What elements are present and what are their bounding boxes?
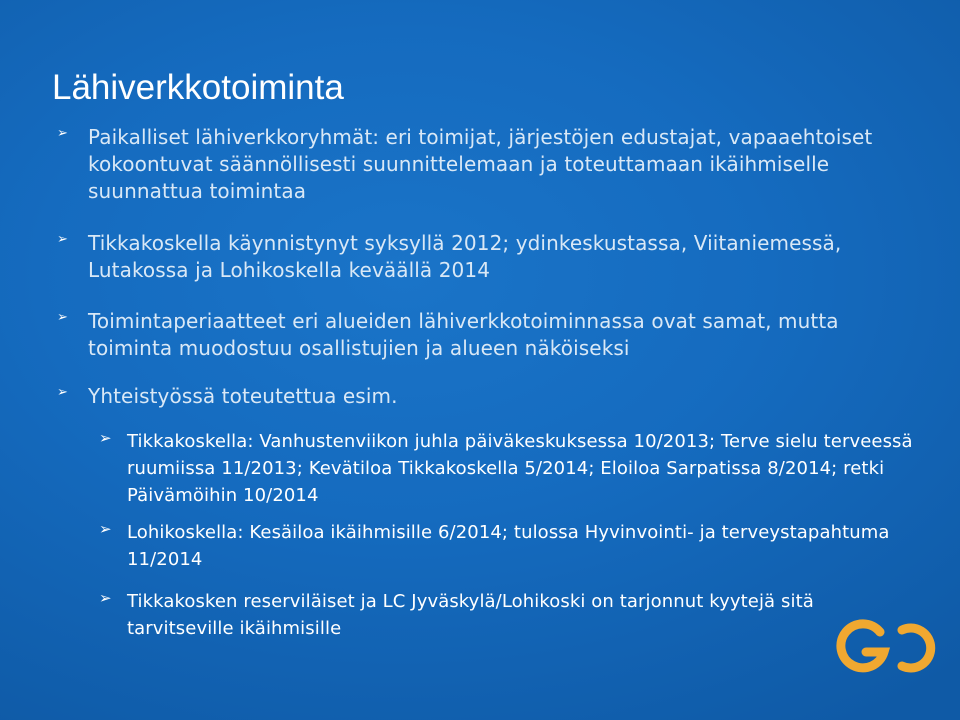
slide-title: Lähiverkkotoiminta <box>52 68 344 107</box>
sub-bullet-item <box>99 588 917 642</box>
arrow-bullet-icon: ➢ <box>57 126 68 141</box>
arrow-bullet-icon: ➢ <box>99 520 112 538</box>
bullet-text: Tikkakoskella käynnistynyt syksyllä 2012; ydinkeskustassa, Viitaniemessä, Lutakossa ja Lohikoskella keväällä 2014 <box>88 231 842 282</box>
sub-bullet-text: Lohikoskella: Kesäiloa ikäihmisille 6/2014; tulossa Hyvinvointi- ja terveystapahtuma 11/2014 <box>127 522 890 570</box>
bullet-item <box>57 383 888 410</box>
arrow-bullet-icon: ➢ <box>99 589 112 607</box>
sub-bullet-item <box>99 519 917 573</box>
bullet-text: Yhteistyössä toteutettua esim. <box>88 384 398 408</box>
sub-bullet-text: Tikkakosken reserviläiset ja LC Jyväskylä/Lohikoski on tarjonnut kyytejä sitä tarvitseville ikäihmisille <box>127 591 814 639</box>
arrow-bullet-icon: ➢ <box>57 310 68 325</box>
sub-bullet-text: Tikkakoskella: Vanhustenviikon juhla päiväkeskuksessa 10/2013; Terve sielu terveessä ruumiissa 11/2013; Kevätiloa Tikkakoskella 5/2014; Eloiloa Sarpatissa 8/2014; retki Päivämöihin 10/2014 <box>127 431 913 506</box>
bullet-text: Toimintaperiaatteet eri alueiden lähiverkkotoiminnassa ovat samat, mutta toiminta muodostuu osallistujien ja alueen näköiseksi <box>88 309 839 360</box>
bullet-text: Paikalliset lähiverkkoryhmät: eri toimijat, järjestöjen edustajat, vapaaehtoiset kokoontuvat säännöllisesti suunnittelemaan ja toteuttamaan ikäihmiselle suunnattua toimintaa <box>88 125 873 203</box>
bullet-item <box>57 308 928 362</box>
arrow-bullet-icon: ➢ <box>57 385 68 400</box>
arrow-bullet-icon: ➢ <box>99 429 112 447</box>
bullet-item <box>57 124 888 205</box>
sub-bullet-item <box>99 428 917 509</box>
arrow-bullet-icon: ➢ <box>57 232 68 247</box>
go-logo-icon <box>836 618 940 678</box>
bullet-item <box>57 230 888 284</box>
